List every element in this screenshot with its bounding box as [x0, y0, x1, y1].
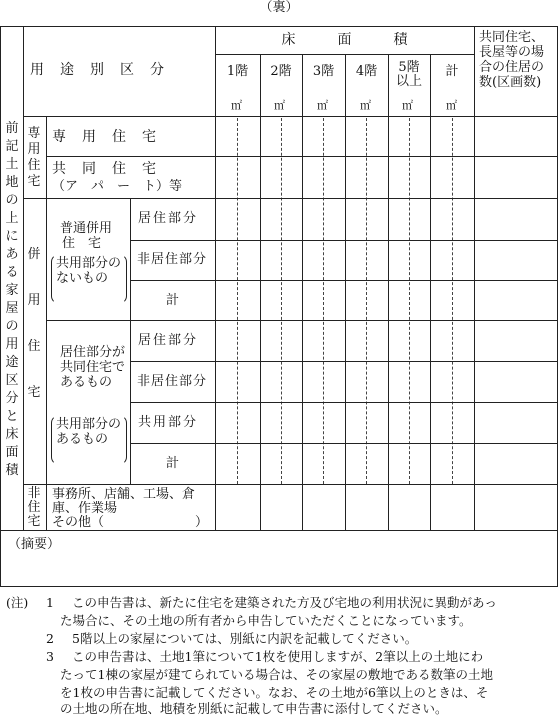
mixed-a-total-label: 計: [165, 293, 179, 308]
note-3-line-4: の土地の所在地、地積を別紙に記載して申告書に添付してください。: [60, 701, 448, 716]
note-3-line-1: この申告書は、土地1筆について1枚を使用しますが、2筆以上の土地にわ: [72, 649, 484, 664]
unit-floor-2: ㎡: [274, 99, 285, 112]
side-label: （裏）: [259, 0, 299, 15]
floor-area-header: 床 面 積: [281, 32, 408, 48]
note-1-line-2: た場合に、その土地の所有者から申告していただくことになっています。: [60, 613, 472, 628]
mixed-a-label-2: 住 宅: [62, 236, 102, 251]
unit-floor-1: ㎡: [231, 99, 242, 112]
note-3-line-2: たって1棟の家屋が建てられている場合は、その家屋の敷地である数筆の土地: [60, 667, 493, 682]
note-1-num: 1: [46, 595, 54, 610]
dwelling-count-header: 共同住宅、長屋等の場合の住居の数(区画数): [479, 30, 545, 90]
nonres-desc-2: 庫、作業場: [52, 501, 118, 516]
nonres-group-label: 非住宅: [27, 486, 41, 529]
note-3-line-3: を1枚の申告書に記載してください。なお、その土地が6筆以上のときは、そ: [60, 685, 489, 700]
mixed-b-nonresidential-label: 非居住部分: [137, 374, 208, 389]
note-1-line-1: この申告書は、新たに住宅を建築された方及び宅地の利用状況に異動があっ: [72, 595, 497, 610]
mixed-b-residential-label: 居住部分: [138, 333, 199, 348]
mixed-a-label: 普通併用: [60, 221, 113, 236]
summary-label: （摘要）: [8, 537, 61, 552]
notes-heading: (注): [6, 595, 29, 610]
floor-3-label: 3階: [312, 64, 335, 79]
mixed-b-shared-label: 共用部分: [138, 415, 199, 430]
usage-header: 用 途 別 区 分: [30, 62, 165, 78]
note-3-num: 3: [46, 649, 54, 664]
floor-5plus-label: 5階 以上: [395, 60, 422, 89]
floor-total-label: 計: [445, 64, 459, 79]
mixed-a-residential-label: 居住部分: [138, 211, 199, 226]
unit-floor-3: ㎡: [317, 99, 328, 112]
unit-floor-5plus: ㎡: [402, 99, 413, 112]
floor-4-label: 4階: [355, 64, 378, 79]
collective-house-sub: （ア パ ー ト）等: [52, 179, 183, 194]
exclusive-group-label: 専用住宅: [27, 126, 41, 189]
mixed-group-label: 併 用 住 宅: [27, 247, 54, 400]
floor-2-label: 2階: [270, 64, 292, 79]
exclusive-house-label: 専 用 住 宅: [52, 129, 157, 145]
unit-floor-total: ㎡: [446, 99, 457, 112]
nonres-desc-3: その他（ ）: [52, 515, 209, 530]
floor-1-label: 1階: [226, 64, 249, 79]
mixed-b-paren-text: 共用部分のあるもの: [56, 417, 122, 447]
collective-house-label: 共 同 住 宅: [52, 161, 157, 177]
note-2-num: 2: [46, 631, 54, 646]
mixed-a-nonresidential-label: 非居住部分: [137, 252, 208, 267]
note-2-line-1: 5階以上の家屋については、別紙に内訳を記載してください。: [72, 631, 418, 646]
nonres-desc-1: 事務所、店舗、工場、倉: [52, 487, 196, 502]
mixed-b-label: 居住部分が共同住宅であるもの: [60, 345, 126, 390]
mixed-a-paren-text: 共用部分のないもの: [56, 256, 122, 286]
left-vertical-label: 前記土地の上にある家屋の用途区分と床面積: [5, 121, 19, 478]
mixed-b-total-label: 計: [165, 456, 179, 471]
unit-floor-4: ㎡: [360, 99, 371, 112]
